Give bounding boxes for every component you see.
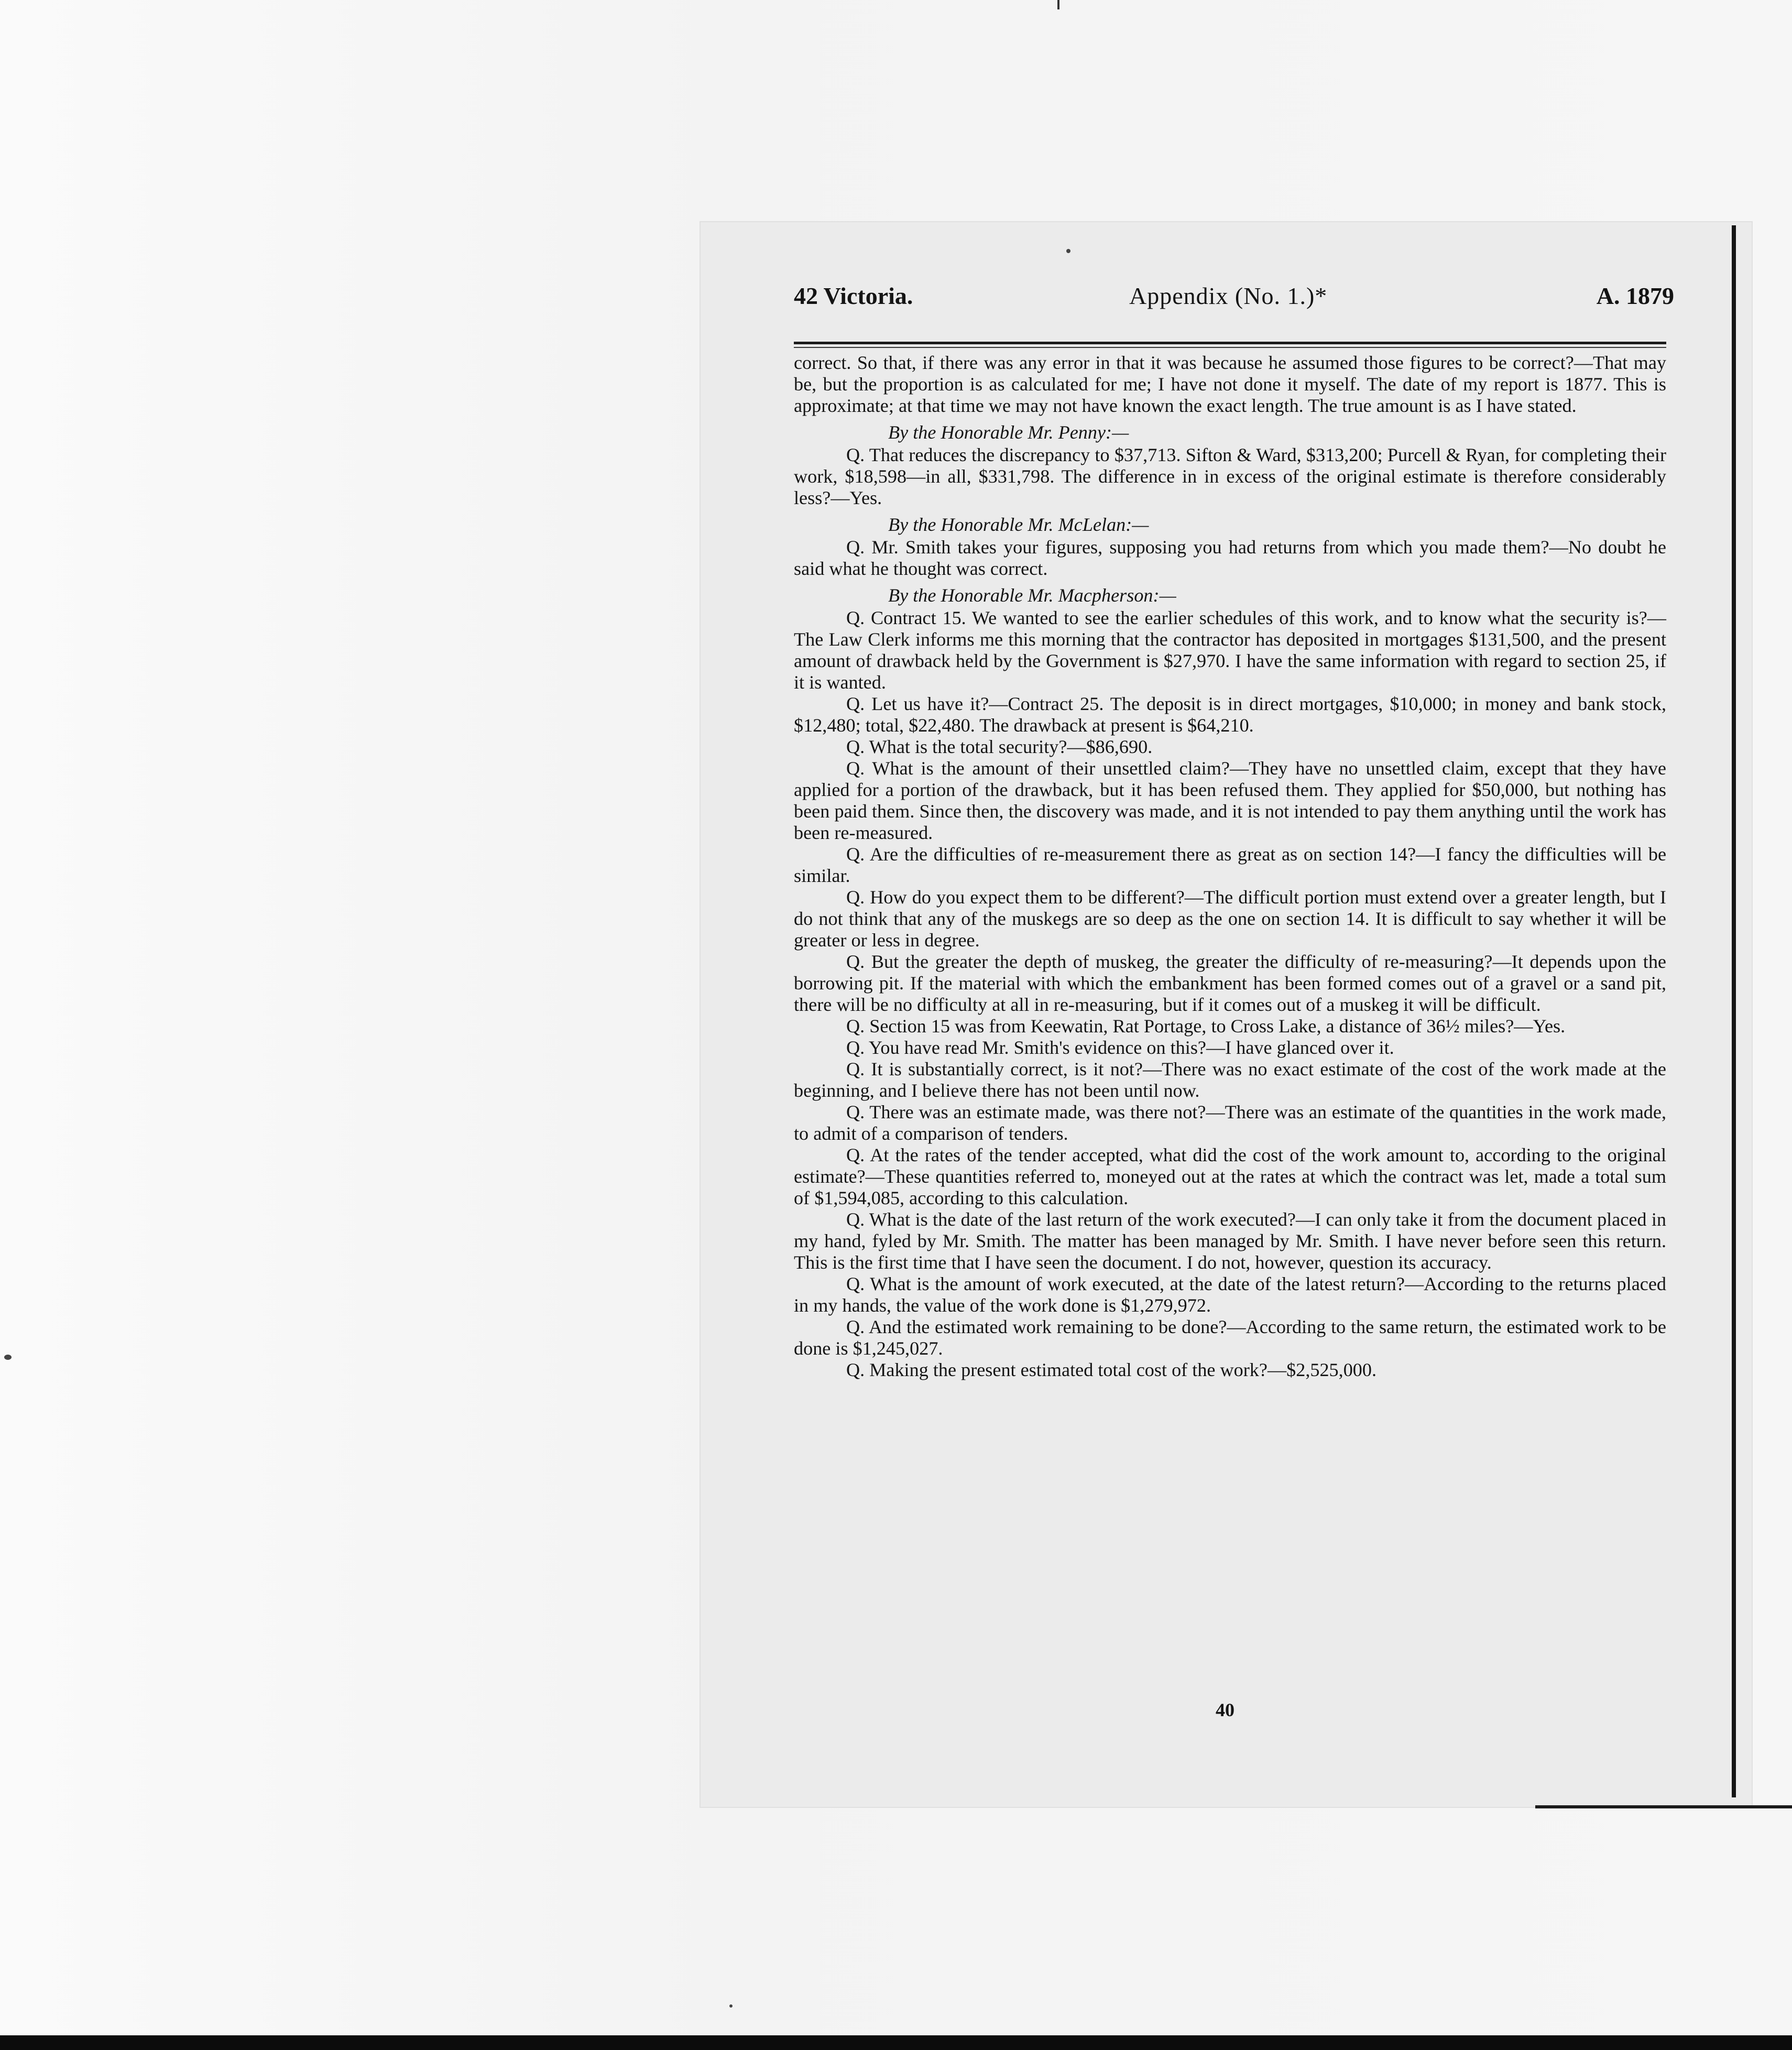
scan-speck (1066, 249, 1070, 253)
question-answer: Q. That reduces the discrepancy to $37,713. Sifton & Ward, $313,200; Purcell & Ryan, for completing their work, $18,598—in all, $331,798. The difference in in excess of the original estimate is therefore considerably less?—Yes. (794, 444, 1666, 508)
header-rule (794, 342, 1666, 344)
scan-speck (729, 2004, 733, 2008)
scan-speck (4, 1355, 12, 1360)
header-year: A. 1879 (1596, 282, 1674, 309)
page-bottom-rule (1535, 1805, 1792, 1808)
question-answer: Q. Making the present estimated total cost of the work?—$2,525,000. (846, 1359, 1377, 1380)
question-answer: Q. It is substantially correct, is it not?—There was no exact estimate of the cost of the work made at the beginning, and I believe there has not been until now. (794, 1059, 1666, 1101)
examiner-heading: By the Honorable Mr. Macpherson:— (888, 585, 1176, 606)
question-answer: Q. Section 15 was from Keewatin, Rat Portage, to Cross Lake, a distance of 36½ miles?—Yes. (846, 1016, 1566, 1037)
page-edge-rule (1732, 225, 1736, 1797)
question-answer: Q. You have read Mr. Smith's evidence on this?—I have glanced over it. (846, 1037, 1394, 1058)
question-answer: Q. Are the difficulties of re-measurement there as great as on section 14?—I fancy the difficulties will be similar. (794, 844, 1666, 886)
page-number: 40 (1216, 1699, 1234, 1720)
question-answer: Q. At the rates of the tender accepted, what did the cost of the work amount to, according to the original estimate?—These quantities referred to, moneyed out at the rates at which the contract was let, made a total sum of $1,594,085, according to this calculation. (794, 1144, 1666, 1208)
paragraph: correct. So that, if there was any error in that it was because he assumed those figures to be correct?—That may be, but the proportion is as calculated for me; I have not done it myself. The date of my report is 1877. This is approximate; at that time we may not have known the exact length. The true amount is as I have stated. (794, 352, 1666, 416)
question-answer: Q. What is the amount of work executed, at the date of the latest return?—According to the returns placed in my hands, the value of the work done is $1,279,972. (794, 1273, 1666, 1316)
question-answer: Q. What is the date of the last return of the work executed?—I can only take it from the document placed in my hand, fyled by Mr. Smith. The matter has been managed by Mr. Smith. I have never before seen this return. This is the first time that I have seen the document. I do not, however, question its accuracy. (794, 1209, 1666, 1273)
question-answer: Q. And the estimated work remaining to be done?—According to the same return, the estimated work to be done is $1,245,027. (794, 1316, 1666, 1359)
question-answer: Q. But the greater the depth of muskeg, the greater the difficulty of re-measuring?—It depends upon the borrowing pit. If the material with which the embankment has been formed comes out of a gravel or a sand pit, there will be no difficulty at all in re-measuring, but if it comes out of a muskeg it will be difficult. (794, 951, 1666, 1015)
header-rule-thin (794, 347, 1666, 348)
examiner-heading: By the Honorable Mr. Penny:— (888, 422, 1129, 443)
question-answer: Q. Let us have it?—Contract 25. The deposit is in direct mortgages, $10,000; in money and bank stock, $12,480; total, $22,480. The drawback at present is $64,210. (794, 693, 1666, 736)
header-appendix: Appendix (No. 1.)* (1129, 282, 1328, 309)
examiner-heading: By the Honorable Mr. McLelan:— (888, 514, 1149, 535)
question-answer: Q. There was an estimate made, was there not?—There was an estimate of the quantities in the work made, to admit of a comparison of tenders. (794, 1102, 1666, 1144)
header-session: 42 Victoria. (794, 282, 913, 309)
question-answer: Q. How do you expect them to be different?—The difficult portion must extend over a greater length, but I do not think that any of the muskegs are so deep as the one on section 14. It is difficult to say whether it will be greater or less in degree. (794, 887, 1666, 951)
question-answer: Q. What is the amount of their unsettled claim?—They have no unsettled claim, except that they have applied for a portion of the drawback, but it has been refused them. They applied for $50,000, but nothing has been paid them. Since then, the discovery was made, and it is not intended to pay them anything until the work has been re-measured. (794, 758, 1666, 843)
scan-mark (1057, 0, 1059, 9)
question-answer: Q. What is the total security?—$86,690. (846, 736, 1153, 757)
scan-border (0, 2035, 1792, 2050)
testimony-body (794, 352, 1666, 1381)
question-answer: Q. Contract 15. We wanted to see the earlier schedules of this work, and to know what the security is?—The Law Clerk informs me this morning that the contractor has deposited in mortgages $131,500, and the present amount of drawback held by the Government is $27,970. I have the same information with regard to section 25, if it is wanted. (794, 607, 1666, 693)
question-answer: Q. Mr. Smith takes your figures, supposing you had returns from which you made them?—No doubt he said what he thought was correct. (794, 537, 1666, 579)
running-header (794, 282, 1674, 319)
